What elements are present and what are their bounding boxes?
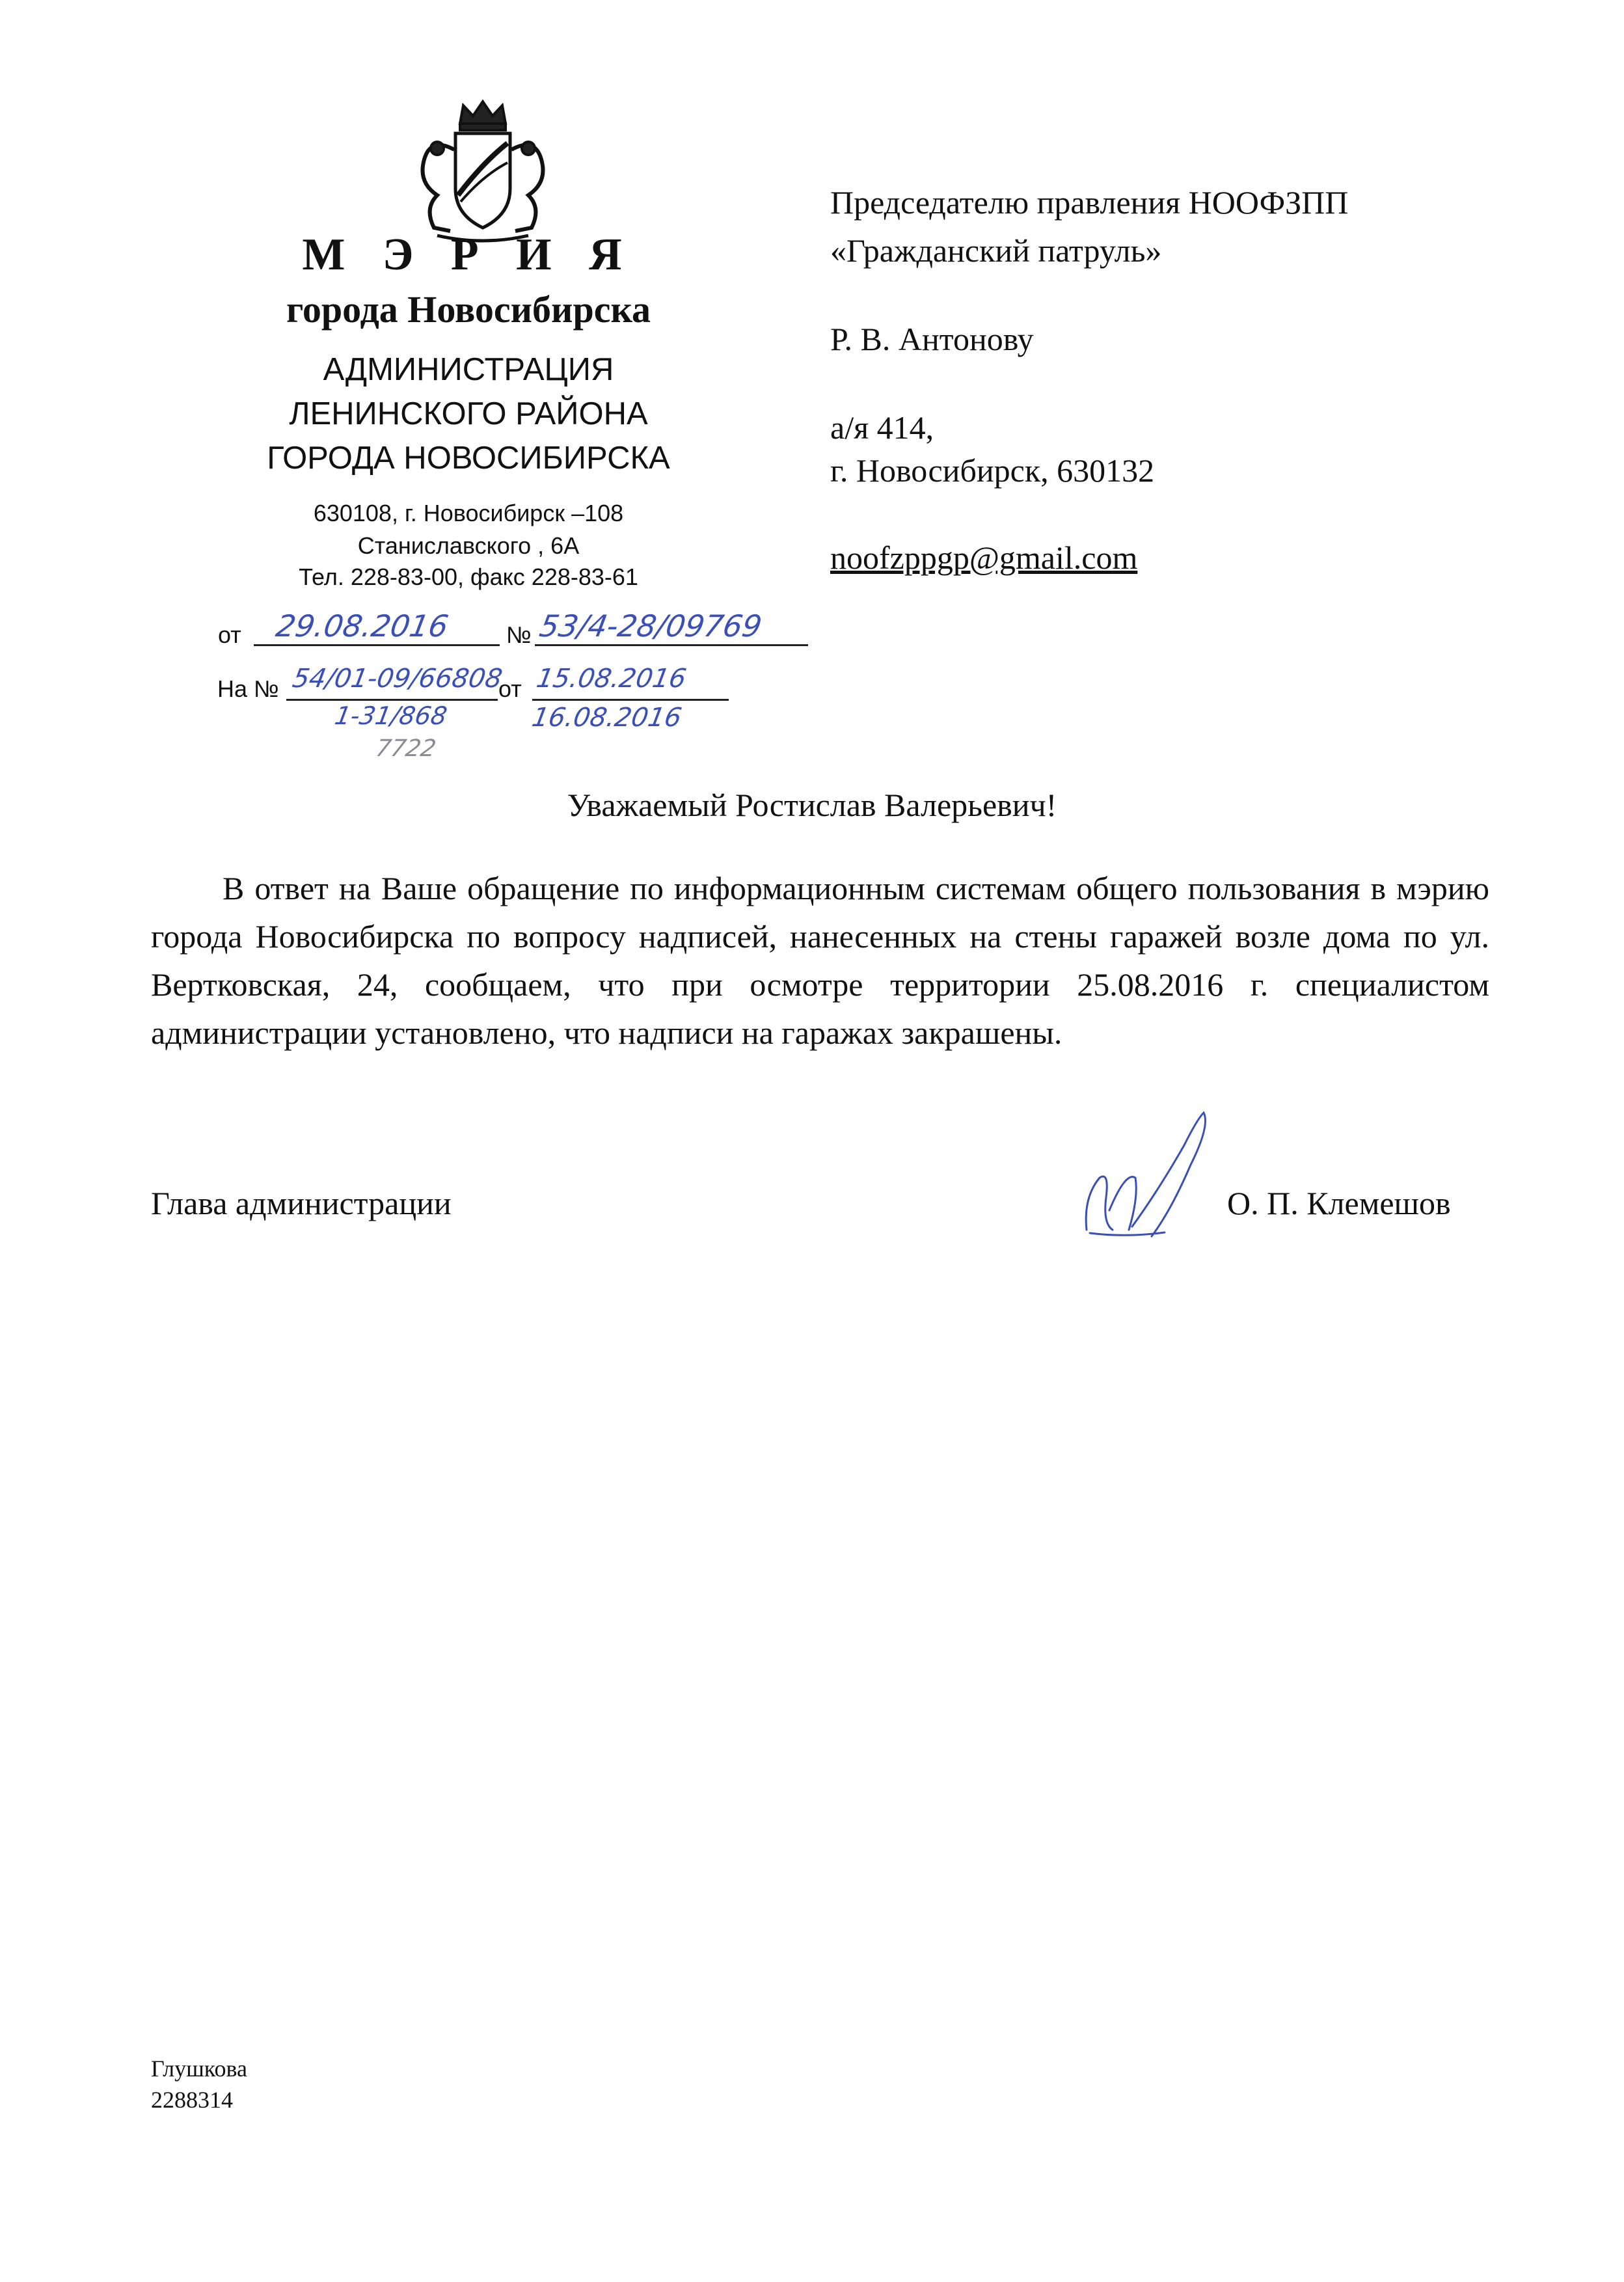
- coat-of-arms-emblem: [398, 98, 567, 244]
- label-reply-from: от: [498, 675, 522, 702]
- recipient-po-box: а/я 414,: [830, 409, 934, 446]
- handwritten-reply-date: 16.08.2016: [529, 703, 684, 733]
- handwritten-reply-subnumber: 7722: [373, 735, 439, 762]
- label-from: от: [218, 621, 241, 648]
- handwritten-signature: [1074, 1100, 1249, 1249]
- executor-name: Глушкова: [151, 2056, 247, 2082]
- letterhead-address-line: Станиславского , 6А: [357, 532, 580, 559]
- letterhead-administration-line: АДМИНИСТРАЦИЯ: [323, 352, 614, 387]
- recipient-city: г. Новосибирск, 630132: [830, 452, 1155, 489]
- signatory-position: Глава администрации: [151, 1185, 452, 1221]
- salutation: Уважаемый Ростислав Валерьевич!: [567, 787, 1057, 823]
- letter-body: В ответ на Ваше обращение по информационным системам общего пользования в мэрию города Новосибирска по вопросу надписей, нанесенных на стены гаражей возле дома по ул. Вертковская, 24, сообщаем, что при осмотре территории 25.08.2016 г. специалистом администрации установлено, что надписи на гаражах закрашены.: [151, 870, 1489, 1051]
- letterhead-administration-line: ЛЕНИНСКОГО РАЙОНА: [289, 396, 648, 431]
- recipient-organization: «Гражданский патруль»: [830, 232, 1162, 269]
- letterhead-phone-fax: Тел. 228-83-00, факс 228-83-61: [299, 564, 638, 590]
- letterhead-address-line: 630108, г. Новосибирск –108: [313, 500, 624, 526]
- handwritten-reply-reference: 54/01-09/66808: [290, 664, 505, 694]
- signatory-name: О. П. Клемешов: [1227, 1185, 1451, 1221]
- label-number: №: [506, 621, 532, 648]
- number-underline: [535, 644, 808, 646]
- recipient-title: Председателю правления НООФЗПП: [830, 184, 1349, 221]
- handwritten-outgoing-number: 53/4-28/09769: [537, 608, 765, 644]
- handwritten-reply-date: 15.08.2016: [534, 664, 689, 694]
- executor-phone: 2288314: [151, 2087, 233, 2113]
- letterhead-administration-line: ГОРОДА НОВОСИБИРСКА: [267, 441, 670, 476]
- reply-date-underline: [532, 699, 729, 701]
- label-in-reply-number: На №: [217, 675, 279, 702]
- recipient-email: noofzppgp@gmail.com: [830, 539, 1138, 576]
- letterhead-city: города Новосибирска: [286, 288, 651, 331]
- reply-number-underline: [286, 699, 498, 701]
- letterhead-meria: М Э Р И Я: [302, 230, 635, 280]
- handwritten-date: 29.08.2016: [273, 608, 452, 644]
- date-underline: [254, 644, 500, 646]
- handwritten-reply-subnumber: 1-31/868: [332, 701, 450, 730]
- recipient-name: Р. В. Антонову: [830, 321, 1034, 357]
